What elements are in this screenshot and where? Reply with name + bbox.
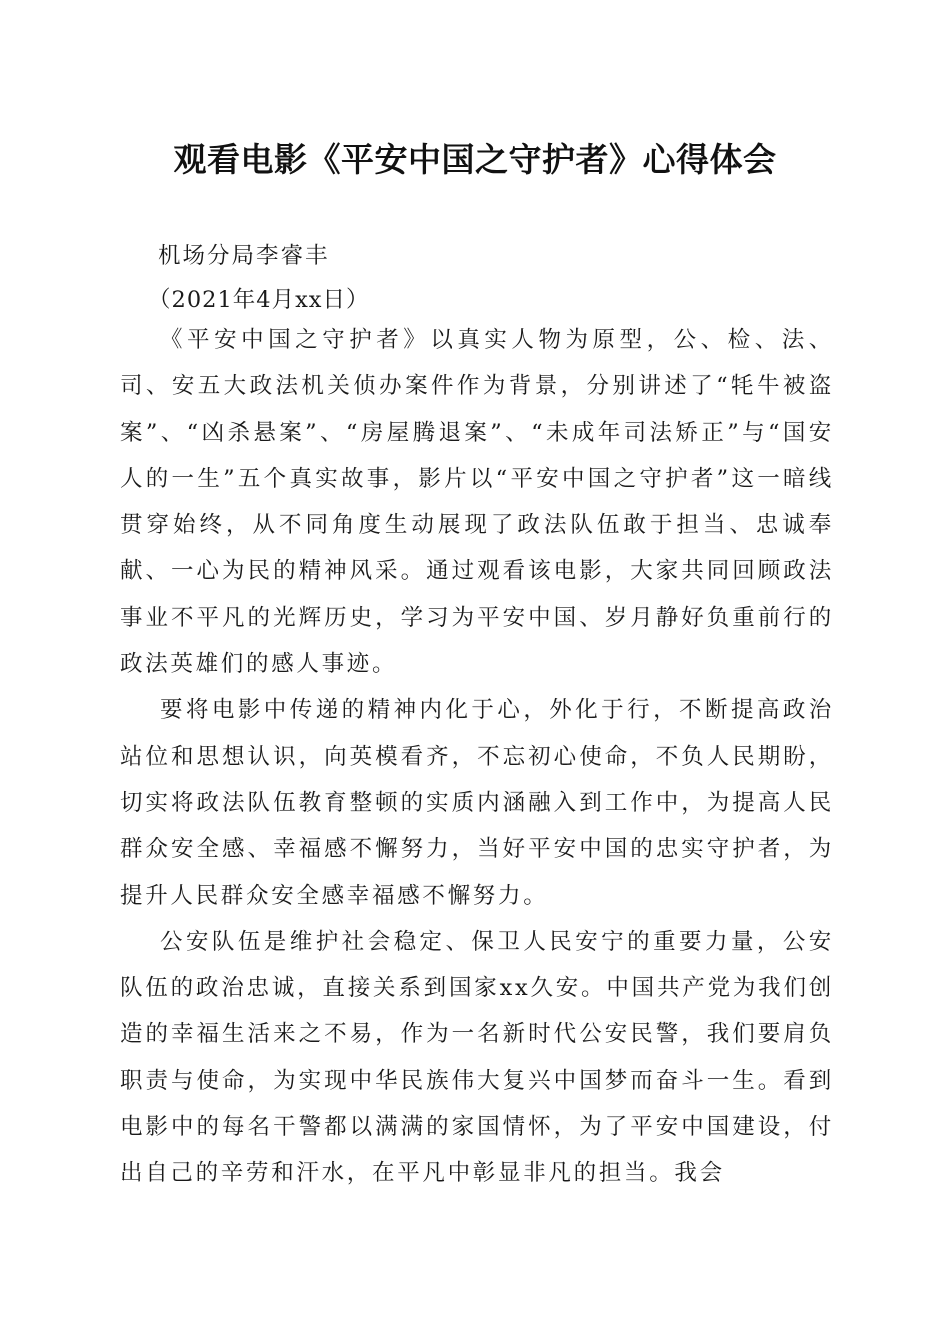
document-title: 观看电影《平安中国之守护者》心得体会 [173,140,777,179]
paragraph: 要将电影中传递的精神内化于心，外化于行，不断提高政治站位和思想认识，向英模看齐，不忘初心使命，不负人民期盼，切实将政法队伍教育整顿的实质内涵融入到工作中，为提高人民群众安全感、幸福感不懈努力，当好平安中国的忠实守护者，为提升人民群众安全感幸福感不懈努力。 [120,697,834,909]
paragraph: 《平安中国之守护者》以真实人物为原型，公、检、法、司、安五大政法机关侦办案件作为背景，分别讲述了“牦牛被盗案”、“凶杀悬案”、“房屋腾退案”、“未成年司法矫正”与“国安人的一生”五个真实故事，影片以“平安中国之守护者”这一暗线贯穿始终，从不同角度生动展现了政法队伍敢于担当、忠诚奉献、一心为民的精神风采。通过观看该电影，大家共同回顾政法事业不平凡的光辉历史，学习为平安中国、岁月静好负重前行的政法英雄们的感人事迹。 [120,327,834,678]
body-text [120,317,834,1197]
author-line: 机场分局李睿丰 [158,243,330,269]
paragraph: 公安队伍是维护社会稳定、保卫人民安宁的重要力量，公安队伍的政治忠诚，直接关系到国家xx久安。中国共产党为我们创造的幸福生活来之不易，作为一名新时代公安民警，我们要肩负职责与使命，为实现中华民族伟大复兴中国梦而奋斗一生。看到电影中的每名干警都以满满的家国情怀，为了平安中国建设，付出自己的辛劳和汗水，在平凡中彰显非凡的担当。我会 [120,928,834,1187]
date-line: （2021年4月xx日） [148,287,370,313]
